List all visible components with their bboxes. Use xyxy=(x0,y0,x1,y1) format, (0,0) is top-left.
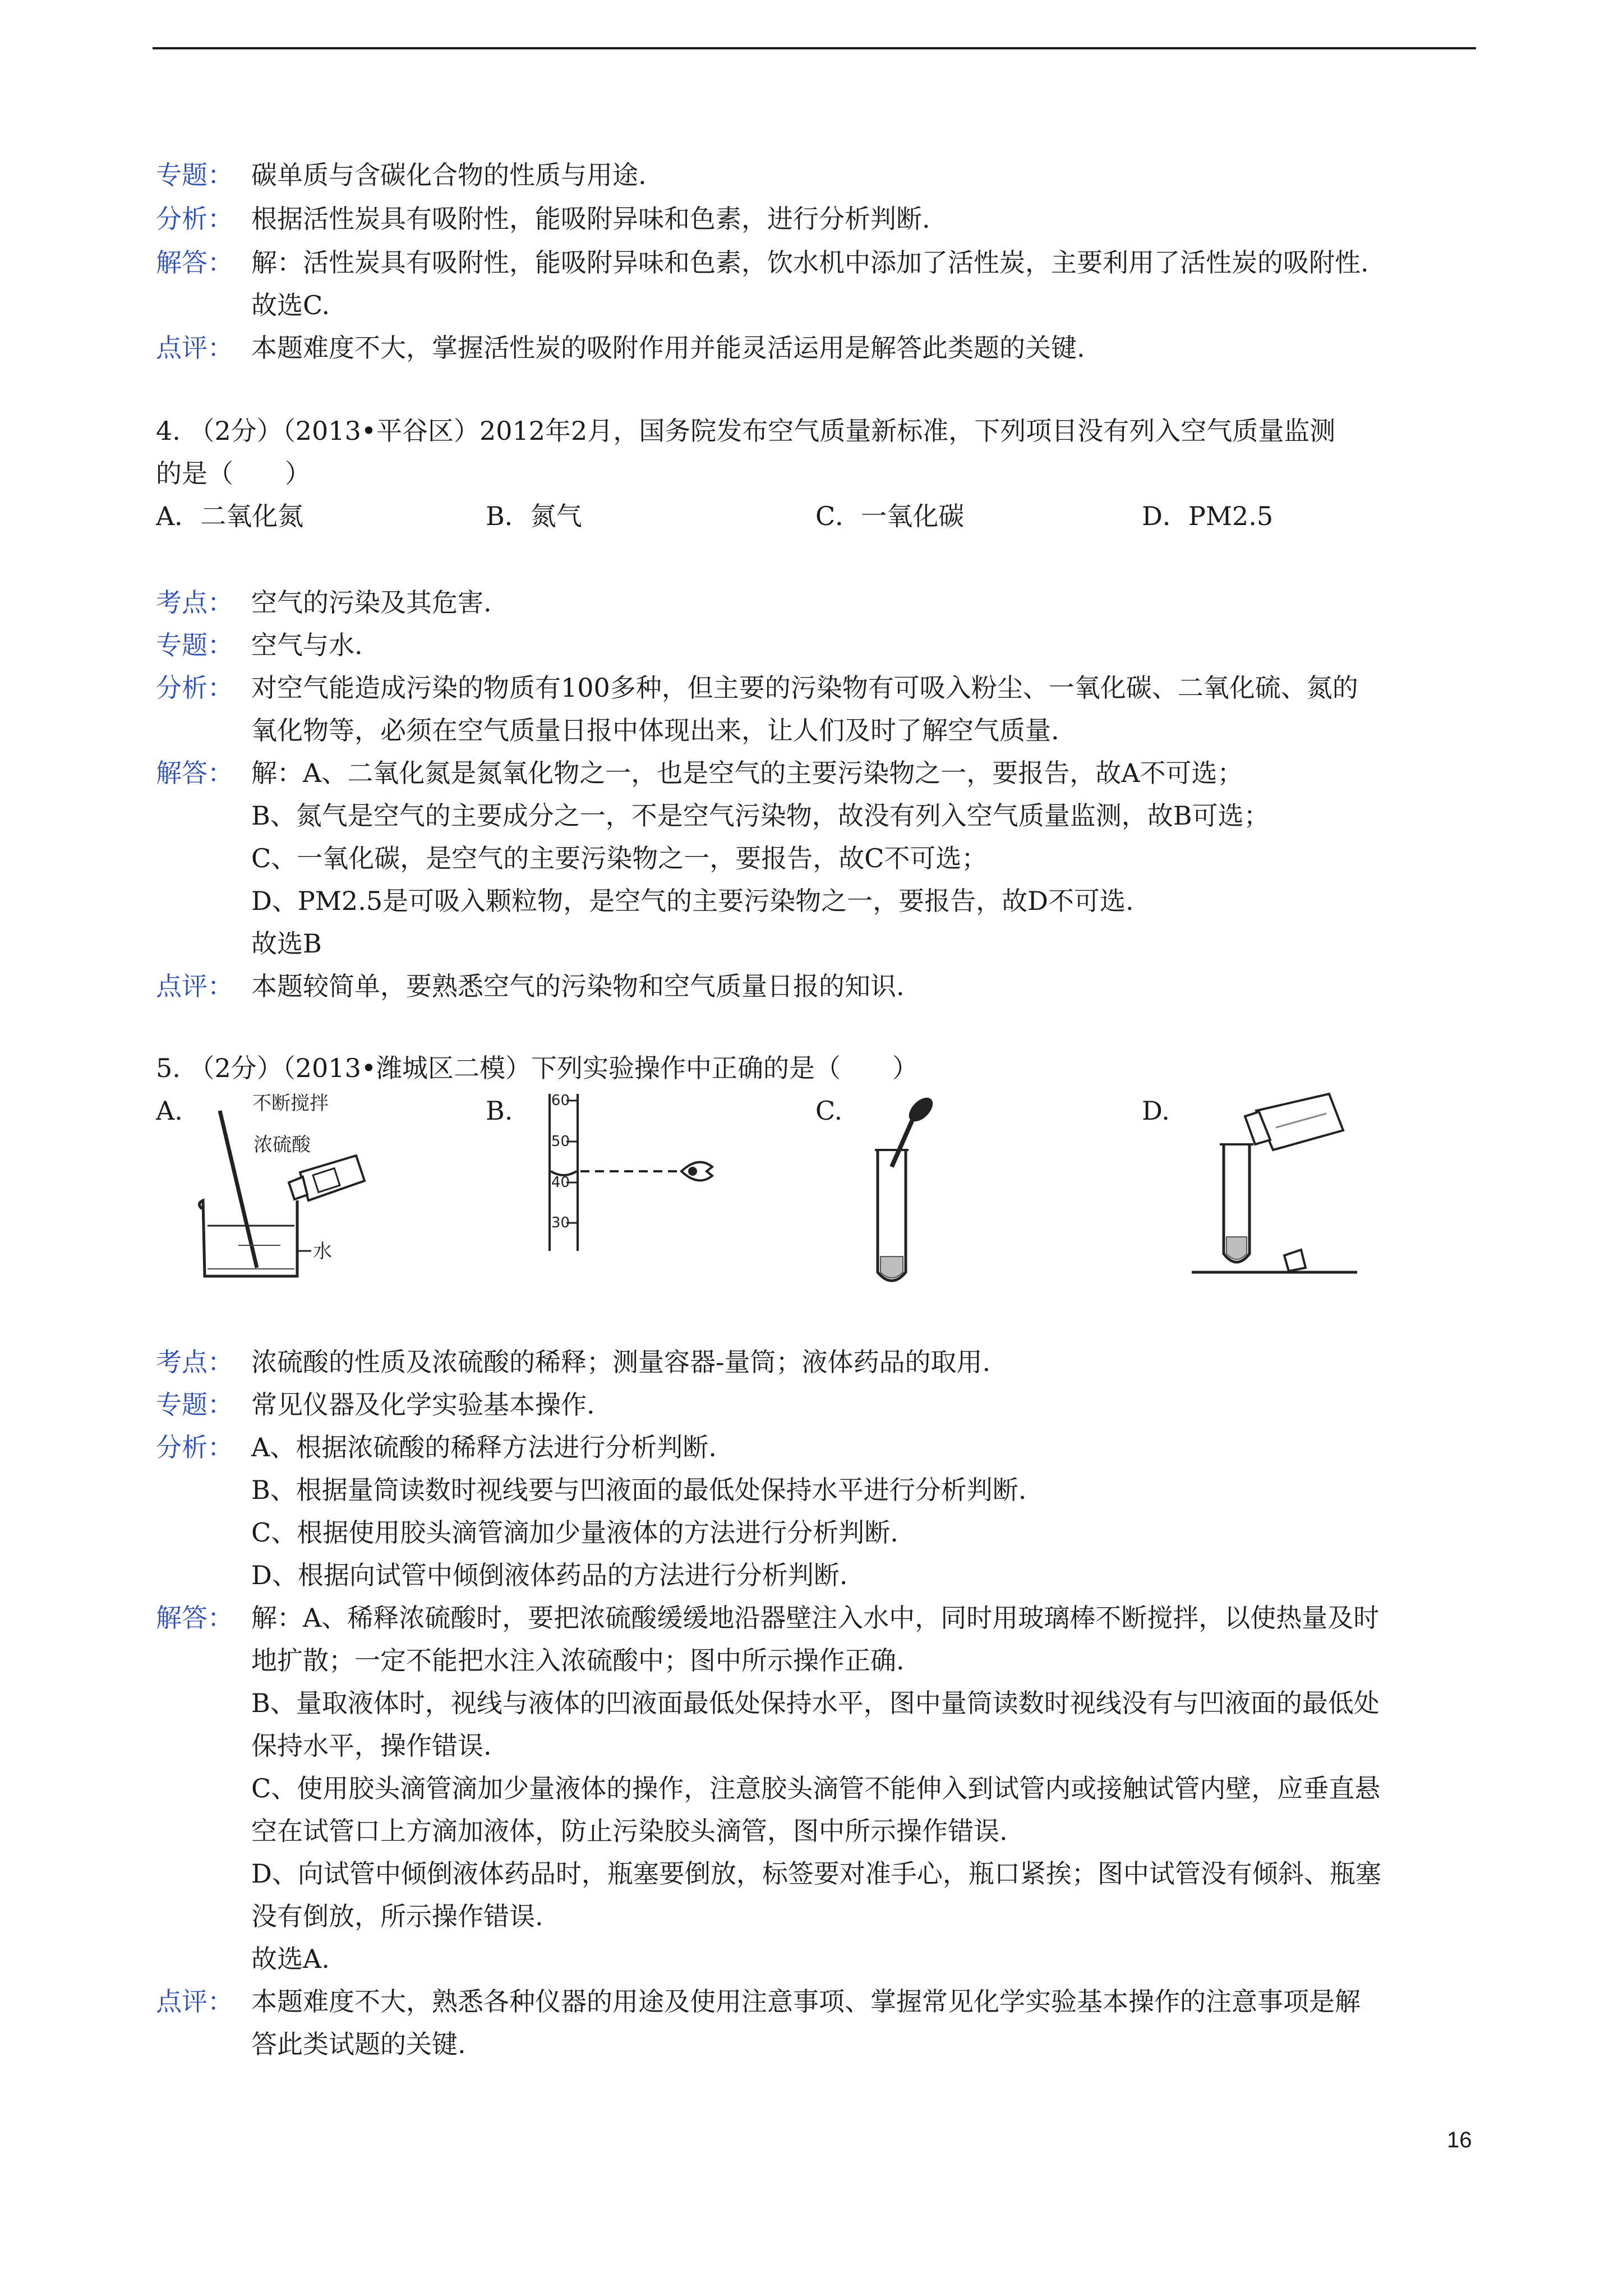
figure-b-cylinder xyxy=(516,1088,729,1257)
dropper xyxy=(892,1093,937,1167)
bottle-stopper xyxy=(1284,1250,1306,1271)
eye-icon xyxy=(681,1162,712,1181)
q4-option-a: A．二氧化氮 xyxy=(156,501,304,531)
q3-jieda-line-2: 故选C. xyxy=(251,290,330,320)
acid-bottle xyxy=(289,1156,365,1200)
q5-letter-a: A. xyxy=(156,1096,183,1126)
q3-jieda-label: 解答： xyxy=(156,247,233,278)
q5-jieda-line-5: C、使用胶头滴管滴加少量液体的操作，注意胶头滴管不能伸入到试管内或接触试管内壁，应垂直悬 xyxy=(251,1773,1381,1803)
q5-jieda-line-4: 保持水平，操作错误. xyxy=(251,1731,492,1761)
page-number: 16 xyxy=(1447,2128,1472,2152)
q5-fenxi-line-4: D、根据向试管中倾倒液体药品的方法进行分析判断. xyxy=(251,1560,848,1590)
q4-option-d: D．PM2.5 xyxy=(1142,501,1274,531)
stirring-rod xyxy=(220,1111,257,1268)
q4-jieda-line-5: 故选B xyxy=(251,928,322,959)
q4-fenxi-line-1: 对空气能造成污染的物质有100多种，但主要的污染物有可吸入粉尘、一氧化碳、二氧化硫、氮的 xyxy=(251,673,1358,703)
q5-dianping-line-1: 本题难度不大，熟悉各种仪器的用途及使用注意事项、掌握常见化学实验基本操作的注意事项是解 xyxy=(251,1986,1361,2017)
tick-60: 60 xyxy=(551,1092,570,1109)
q4-jieda-label: 解答： xyxy=(156,758,233,788)
q5-jieda-line-2: 地扩散；一定不能把水注入浓硫酸中；图中所示操作正确. xyxy=(251,1645,905,1676)
test-tube-c xyxy=(875,1150,909,1281)
q4-jieda-line-3: C、一氧化碳，是空气的主要污染物之一，要报告，故C不可选； xyxy=(251,843,988,873)
q5-fenxi-line-3: C、根据使用胶头滴管滴加少量液体的方法进行分析判断. xyxy=(251,1517,898,1548)
q4-fenxi-label: 分析： xyxy=(156,673,233,703)
header-rule xyxy=(153,47,1476,49)
q4-stem-line-2: 的是（ ） xyxy=(156,458,311,489)
q5-jieda-line-8: 没有倒放，所示操作错误. xyxy=(251,1901,543,1931)
q5-zhuanti-label: 专题： xyxy=(156,1389,233,1420)
q5-zhuanti-text: 常见仪器及化学实验基本操作. xyxy=(251,1389,595,1420)
q5-jieda-line-7: D、向试管中倾倒液体药品时，瓶塞要倒放，标签要对准手心，瓶口紧挨；图中试管没有倾斜、瓶塞 xyxy=(251,1858,1381,1889)
q4-jieda-line-4: D、PM2.5是可吸入颗粒物，是空气的主要污染物之一，要报告，故D不可选. xyxy=(251,886,1134,916)
figure-a-dilution xyxy=(191,1088,381,1290)
q4-dianping-text: 本题较简单，要熟悉空气的污染物和空气质量日报的知识. xyxy=(251,971,905,1001)
q3-dianping-label: 点评： xyxy=(156,333,233,363)
fig-a-label-acid: 浓硫酸 xyxy=(253,1134,311,1156)
fig-a-label-stir: 不断搅拌 xyxy=(252,1092,329,1115)
q4-kaodian-label: 考点： xyxy=(156,587,233,618)
figure-c-dropper xyxy=(858,1094,948,1296)
q5-jieda-line-9: 故选A. xyxy=(251,1944,330,1974)
q4-option-b: B．氮气 xyxy=(486,501,582,531)
fig-a-label-water: 水 xyxy=(313,1240,332,1263)
tick-40: 40 xyxy=(551,1174,570,1191)
q5-jieda-line-6: 空在试管口上方滴加液体，防止污染胶头滴管，图中所示操作错误. xyxy=(251,1816,1008,1846)
q5-fenxi-line-2: B、根据量筒读数时视线要与凹液面的最低处保持水平进行分析判断. xyxy=(251,1475,1027,1505)
q5-letter-b: B. xyxy=(486,1096,513,1126)
q3-zhuanti-text: 碳单质与含碳化合物的性质与用途. xyxy=(251,160,647,190)
q4-zhuanti-label: 专题： xyxy=(156,630,233,660)
q5-dianping-label: 点评： xyxy=(156,1986,233,2017)
test-tube-d xyxy=(1220,1144,1253,1262)
q5-letter-d: D. xyxy=(1142,1096,1170,1126)
q3-jieda-line-1: 解：活性炭具有吸附性，能吸附异味和色素，饮水机中添加了活性炭，主要利用了活性炭的吸附性. xyxy=(251,247,1369,278)
q4-fenxi-line-2: 氧化物等，必须在空气质量日报中体现出来，让人们及时了解空气质量. xyxy=(251,715,1059,746)
q5-letter-c: C. xyxy=(815,1096,843,1126)
q5-stem: 5. （2分）（2013•潍城区二模）下列实验操作中正确的是（ ） xyxy=(156,1053,918,1083)
q3-fenxi-text: 根据活性炭具有吸附性，能吸附异味和色素，进行分析判断. xyxy=(251,204,930,234)
q3-zhuanti-label: 专题： xyxy=(156,160,233,190)
q4-stem-line-1: 4. （2分）（2013•平谷区）2012年2月，国务院发布空气质量新标准，下列项目没有列入空气质量监测 xyxy=(156,416,1336,446)
q4-jieda-line-1: 解：A、二氧化氮是氮氧化物之一，也是空气的主要污染物之一，要报告，故A不可选； xyxy=(251,758,1243,788)
q4-zhuanti-text: 空气与水. xyxy=(251,630,363,660)
q5-jieda-label: 解答： xyxy=(156,1603,233,1633)
q5-dianping-line-2: 答此类试题的关键. xyxy=(251,2029,466,2059)
q4-option-c: C．一氧化碳 xyxy=(815,501,965,531)
q5-kaodian-text: 浓硫酸的性质及浓硫酸的稀释；测量容器-量筒；液体药品的取用. xyxy=(251,1347,991,1377)
reagent-bottle xyxy=(1245,1094,1343,1150)
q5-fenxi-label: 分析： xyxy=(156,1432,233,1462)
q3-fenxi-label: 分析： xyxy=(156,204,233,234)
q4-dianping-label: 点评： xyxy=(156,971,233,1001)
q3-dianping-text: 本题难度不大，掌握活性炭的吸附作用并能灵活运用是解答此类题的关键. xyxy=(251,333,1085,363)
tick-30: 30 xyxy=(551,1214,570,1231)
q5-kaodian-label: 考点： xyxy=(156,1347,233,1377)
tick-50: 50 xyxy=(551,1133,570,1150)
figure-d-pouring xyxy=(1183,1077,1385,1290)
q5-fenxi-line-1: A、根据浓硫酸的稀释方法进行分析判断. xyxy=(251,1432,717,1462)
q4-jieda-line-2: B、氮气是空气的主要成分之一，不是空气污染物，故没有列入空气质量监测，故B可选； xyxy=(251,800,1270,831)
q4-kaodian-text: 空气的污染及其危害. xyxy=(251,587,492,618)
q5-jieda-line-3: B、量取液体时，视线与液体的凹液面最低处保持水平，图中量筒读数时视线没有与凹液面的最低处 xyxy=(251,1688,1380,1718)
q5-jieda-line-1: 解：A、稀释浓硫酸时，要把浓硫酸缓缓地沿器壁注入水中，同时用玻璃棒不断搅拌，以使热量及时 xyxy=(251,1603,1380,1633)
